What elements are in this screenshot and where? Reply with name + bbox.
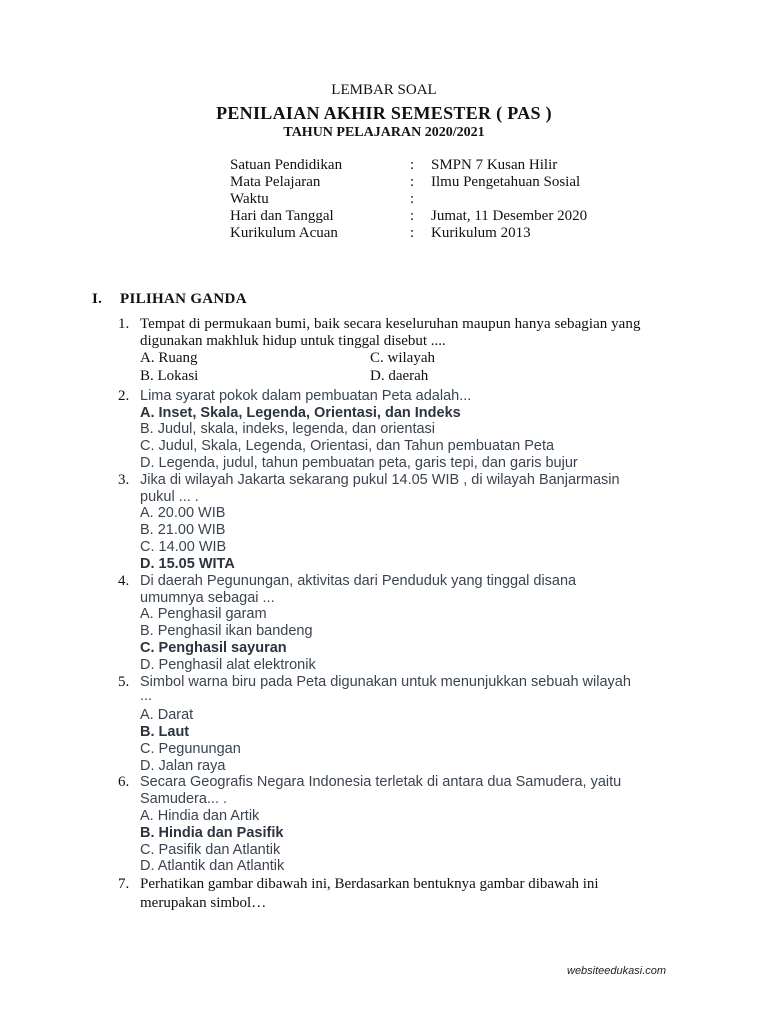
question-text: merupakan simbol…	[140, 895, 267, 911]
question-text: ...	[140, 688, 153, 704]
option-c: C. Pegunungan	[140, 741, 241, 757]
section-number: I.	[92, 291, 103, 307]
question-number: 1.	[118, 316, 130, 332]
option-d: D. Legenda, judul, tahun pembuatan peta, garis tepi, dan garis bujur	[140, 455, 578, 471]
question-text: Di daerah Pegunungan, aktivitas dari Penduduk yang tinggal disana	[140, 573, 577, 589]
option-d: D. Atlantik dan Atlantik	[140, 858, 285, 874]
option-d-correct: D. 15.05 WITA	[140, 556, 235, 572]
question-text: Samudera... .	[140, 791, 228, 807]
option-a: A. Penghasil garam	[140, 606, 267, 622]
info-value: SMPN 7 Kusan Hilir	[431, 157, 558, 173]
info-label: Kurikulum Acuan	[230, 225, 338, 241]
option-b: B. Penghasil ikan bandeng	[140, 623, 313, 639]
info-sep: :	[410, 191, 415, 207]
question-text: Lima syarat pokok dalam pembuatan Peta adalah...	[140, 388, 472, 404]
option-a-correct: A. Inset, Skala, Legenda, Orientasi, dan Indeks	[140, 405, 461, 421]
info-value: Ilmu Pengetahuan Sosial	[431, 174, 581, 190]
academic-year: TAHUN PELAJARAN 2020/2021	[283, 125, 485, 140]
question-text: umumnya sebagai ...	[140, 590, 275, 606]
option-c: C. Pasifik dan Atlantik	[140, 842, 281, 858]
question-number: 2.	[118, 388, 130, 404]
question-text: Secara Geografis Negara Indonesia terletak di antara dua Samudera, yaitu	[140, 774, 622, 790]
option-b: B. Lokasi	[140, 368, 199, 384]
option-c: C. 14.00 WIB	[140, 539, 227, 555]
question-number: 3.	[118, 472, 130, 488]
question-number: 5.	[118, 674, 130, 690]
info-sep: :	[410, 157, 415, 173]
info-sep: :	[410, 174, 415, 190]
question-text: digunakan makhluk hidup untuk tinggal disebut ....	[140, 333, 446, 349]
info-label: Mata Pelajaran	[230, 174, 321, 190]
option-d: D. daerah	[370, 368, 429, 384]
option-b: B. Judul, skala, indeks, legenda, dan orientasi	[140, 421, 436, 437]
option-a: A. Hindia dan Artik	[140, 808, 260, 824]
option-c: C. wilayah	[370, 350, 435, 366]
info-value: Kurikulum 2013	[431, 225, 531, 241]
option-d: D. Penghasil alat elektronik	[140, 657, 316, 673]
option-d: D. Jalan raya	[140, 758, 226, 774]
option-b: B. 21.00 WIB	[140, 522, 226, 538]
option-a: A. Darat	[140, 707, 194, 723]
question-text: Tempat di permukaan bumi, baik secara keseluruhan maupun hanya sebagian yang	[140, 316, 641, 332]
question-number: 6.	[118, 774, 130, 790]
info-label: Hari dan Tanggal	[230, 208, 334, 224]
option-b-correct: B. Hindia dan Pasifik	[140, 825, 284, 841]
exam-title: PENILAIAN AKHIR SEMESTER ( PAS )	[216, 103, 552, 123]
option-c: C. Judul, Skala, Legenda, Orientasi, dan Tahun pembuatan Peta	[140, 438, 555, 454]
info-value: Jumat, 11 Desember 2020	[431, 208, 588, 224]
option-a: A. Ruang	[140, 350, 198, 366]
info-sep: :	[410, 225, 415, 241]
question-text: Jika di wilayah Jakarta sekarang pukul 14.05 WIB , di wilayah Banjarmasin	[140, 472, 620, 488]
info-label: Waktu	[230, 191, 269, 207]
option-b-correct: B. Laut	[140, 724, 190, 740]
website-watermark: websiteedukasi.com	[567, 965, 667, 977]
question-text: Perhatikan gambar dibawah ini, Berdasarkan bentuknya gambar dibawah ini	[140, 876, 599, 892]
section-title: PILIHAN GANDA	[120, 291, 247, 307]
info-sep: :	[410, 208, 415, 224]
option-a: A. 20.00 WIB	[140, 505, 226, 521]
doc-title: LEMBAR SOAL	[331, 82, 437, 98]
info-label: Satuan Pendidikan	[230, 157, 343, 173]
question-text: Simbol warna biru pada Peta digunakan untuk menunjukkan sebuah wilayah	[140, 674, 631, 690]
question-text: pukul ... .	[140, 489, 199, 505]
question-number: 7.	[118, 876, 130, 892]
option-c-correct: C. Penghasil sayuran	[140, 640, 287, 656]
question-number: 4.	[118, 573, 130, 589]
